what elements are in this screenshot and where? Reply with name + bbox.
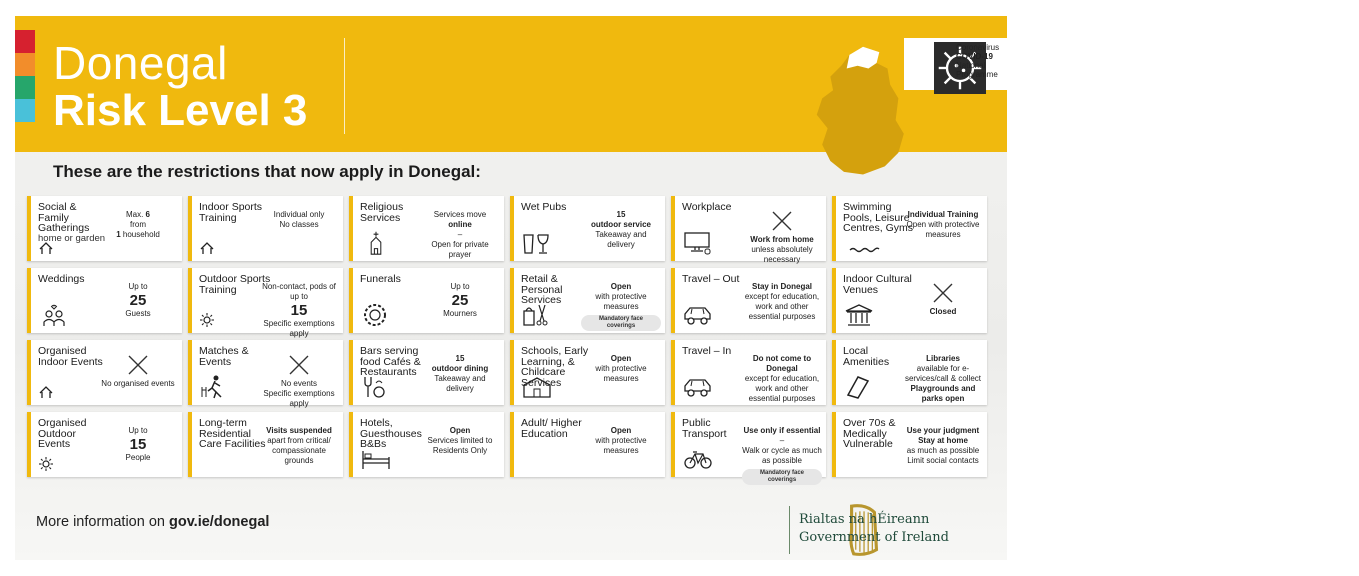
- info-line: 15: [455, 354, 465, 363]
- info-line: Use your judgment: [906, 426, 980, 435]
- card-info: [903, 354, 983, 404]
- info-line: Open: [610, 426, 632, 435]
- info-line: outdoor service: [590, 220, 651, 229]
- card-info: [581, 282, 661, 331]
- gov-divider: [789, 506, 790, 554]
- card-info: [581, 354, 661, 384]
- restriction-card: [671, 340, 826, 405]
- card-title: Bars serving food Cafés & Restaurants: [360, 345, 421, 378]
- card-title: Travel – In: [682, 345, 732, 357]
- cross-icon: [903, 282, 983, 307]
- info-line: 25: [129, 292, 147, 309]
- restriction-card: [349, 268, 504, 333]
- title-risk-level: Risk Level 3: [53, 86, 308, 135]
- info-line: Up to: [128, 426, 148, 435]
- info-line: Services limited to Residents Only: [427, 436, 493, 455]
- restriction-card: [349, 412, 504, 477]
- header-divider: [344, 38, 345, 134]
- info-line: Walk or cycle as much as possible: [742, 446, 822, 465]
- info-line: No organised events: [101, 379, 175, 388]
- info-line: Takeaway and delivery: [434, 374, 486, 393]
- header-band: [15, 16, 1007, 152]
- info-line: Services move: [433, 210, 487, 219]
- cross-icon: [259, 354, 339, 379]
- bed-icon: [361, 447, 391, 471]
- gov-name-english: Government of Ireland: [799, 530, 950, 545]
- info-line: outdoor dining: [431, 364, 489, 373]
- info-line: Takeaway and delivery: [595, 230, 647, 249]
- card-title: Long-term Residential Care Facilities: [199, 417, 266, 450]
- logo-text: Coronavirus COVID-19 National Programme: [956, 43, 1000, 79]
- info-line: with protective measures: [595, 364, 647, 383]
- restriction-card: [510, 268, 665, 333]
- card-title: Religious Services: [360, 201, 404, 224]
- card-info: [420, 282, 500, 319]
- info-line: –: [779, 436, 785, 445]
- info-line: as much as possible: [906, 446, 980, 455]
- card-info: [742, 354, 822, 404]
- restriction-card: [188, 268, 343, 338]
- info-line: Work from home: [750, 235, 814, 244]
- info-line: Limit social contacts: [907, 456, 979, 465]
- info-line: 15: [129, 436, 147, 453]
- book-icon: [844, 375, 874, 399]
- info-line: Use only if essential: [743, 426, 821, 435]
- card-title: Retail & Personal Services: [521, 273, 563, 306]
- school-icon: [522, 375, 552, 399]
- info-line: unless absolutely necessary: [751, 245, 813, 264]
- info-line: Up to: [128, 282, 148, 291]
- title-county: Donegal: [53, 37, 228, 89]
- card-info: [903, 210, 983, 240]
- info-line: Do not come to Donegal: [752, 354, 812, 373]
- card-info: [581, 426, 661, 456]
- info-line: Individual only: [273, 210, 325, 219]
- info-line: online: [448, 220, 472, 229]
- sun-icon: [39, 457, 53, 471]
- card-info: [742, 426, 822, 485]
- info-line: Guests: [125, 309, 151, 318]
- info-line: Individual Training: [907, 210, 979, 219]
- card-title: Local Amenities: [843, 345, 890, 368]
- museum-icon: [844, 303, 874, 327]
- card-subtitle: home or garden: [38, 233, 106, 244]
- card-title: Over 70s & Medically Vulnerable: [843, 417, 896, 450]
- restriction-card: [349, 340, 504, 405]
- card-info: [420, 210, 500, 260]
- info-line: People: [125, 453, 151, 462]
- couple-icon: [39, 303, 69, 327]
- restriction-card: [27, 196, 182, 261]
- player-icon: [200, 375, 230, 399]
- info-line: Open with protective measures: [906, 220, 980, 239]
- card-title: Organised Outdoor Events: [38, 417, 87, 450]
- cross-icon: [742, 210, 822, 235]
- restriction-card: [188, 196, 343, 261]
- card-info: [259, 210, 339, 230]
- more-information: More information on gov.ie/donegal: [36, 514, 270, 530]
- card-title: Indoor Sports Training: [199, 201, 263, 224]
- car-icon: [683, 375, 713, 399]
- info-line: –: [457, 230, 463, 239]
- info-line: Stay at home: [918, 436, 968, 445]
- indoor-icon: [39, 385, 53, 399]
- card-info: [98, 210, 178, 240]
- info-line: with protective measures: [595, 436, 647, 455]
- wreath-icon: [361, 303, 391, 327]
- info-line: 25: [451, 292, 469, 309]
- card-info: [98, 282, 178, 319]
- color-stripes: [15, 30, 35, 122]
- restriction-card: [510, 196, 665, 261]
- info-line: Visits suspended: [266, 426, 332, 435]
- card-info: [581, 210, 661, 250]
- restriction-card: [832, 268, 987, 333]
- card-title: Hotels, Guesthouses B&Bs: [360, 417, 422, 450]
- card-info: [98, 426, 178, 463]
- gov-link[interactable]: gov.ie/donegal: [168, 514, 270, 530]
- restriction-card: [510, 340, 665, 405]
- card-info: [742, 282, 822, 322]
- card-info: [98, 354, 178, 389]
- info-line: except for education, work and other essential purposes: [744, 292, 820, 321]
- restriction-card: [188, 340, 343, 408]
- info-line: Mourners: [443, 309, 477, 318]
- restriction-card: [832, 196, 987, 261]
- info-line: apart from critical/ compassionate grounds: [267, 436, 331, 465]
- face-covering-badge: Mandatory face coverings: [581, 315, 661, 331]
- card-info: [742, 210, 822, 265]
- bicycle-icon: [683, 447, 713, 471]
- drinks-icon: [522, 231, 552, 255]
- ireland-map-icon: [367, 44, 1359, 180]
- card-title: Travel – Out: [682, 273, 740, 285]
- info-line: Up to: [450, 282, 470, 291]
- info-line: Specific exemptions apply: [263, 319, 335, 338]
- info-line: Stay in Donegal: [751, 282, 812, 291]
- card-title: Schools, Early Learning, & Childcare Services: [521, 345, 589, 389]
- card-info: [259, 282, 339, 339]
- car-icon: [683, 303, 713, 327]
- cutlery-icon: [361, 375, 391, 399]
- info-line: 1 household: [116, 230, 160, 239]
- swimming-icon: [844, 241, 884, 255]
- card-title: Workplace: [682, 201, 732, 213]
- restriction-card: [832, 340, 987, 405]
- info-line: Max. 6: [125, 210, 150, 219]
- info-line: available for e-services/call & collect: [904, 364, 982, 383]
- card-title: Public Transport: [682, 417, 727, 440]
- restriction-card: [27, 268, 182, 333]
- cross-icon: [98, 354, 178, 379]
- card-info: [420, 426, 500, 456]
- shopping-icon: [522, 303, 552, 327]
- restriction-card: [671, 268, 826, 333]
- info-line: Open for private prayer: [431, 240, 489, 259]
- info-line: except for education, work and other essential purposes: [744, 374, 820, 403]
- restrictions-grid: [27, 196, 987, 483]
- card-title: Weddings: [38, 273, 85, 285]
- computer-icon: [683, 231, 713, 255]
- info-line: Open: [449, 426, 471, 435]
- card-info: [903, 282, 983, 317]
- info-line: Closed: [929, 307, 957, 316]
- restriction-card: [27, 340, 182, 405]
- card-title: Matches & Events: [199, 345, 249, 368]
- restriction-card: [27, 412, 182, 477]
- card-title: Social & Family Gatherings: [38, 201, 90, 234]
- restriction-card: [510, 412, 665, 477]
- government-logo: [743, 502, 983, 558]
- card-info: [259, 354, 339, 409]
- info-line: 15: [290, 302, 308, 319]
- restriction-card: [349, 196, 504, 261]
- house-icon: [39, 241, 53, 255]
- church-icon: [361, 231, 391, 255]
- card-title: Funerals: [360, 273, 401, 285]
- restriction-card: [671, 196, 826, 264]
- info-line: Libraries: [926, 354, 960, 363]
- info-line: Non-contact, pods of up to: [262, 282, 336, 301]
- info-line: No classes: [279, 220, 319, 229]
- indoor-icon: [200, 241, 214, 255]
- card-info: [903, 426, 983, 466]
- restriction-card: [671, 412, 826, 483]
- card-title: Indoor Cultural Venues: [843, 273, 912, 296]
- covid-programme-logo: [904, 38, 1008, 90]
- sun-icon: [200, 313, 214, 327]
- card-title: Adult/ Higher Education: [521, 417, 582, 440]
- info-line: Playgrounds and parks open: [910, 384, 976, 403]
- face-covering-badge: Mandatory face coverings: [742, 469, 822, 485]
- info-line: with protective measures: [595, 292, 647, 311]
- gov-name-irish: Rialtas na hÉireann: [799, 512, 930, 527]
- card-info: [420, 354, 500, 394]
- card-info: [259, 426, 339, 466]
- info-line: Open: [610, 282, 632, 291]
- restriction-card: [832, 412, 987, 477]
- card-title: Outdoor Sports Training: [199, 273, 271, 296]
- card-title: Organised Indoor Events: [38, 345, 103, 368]
- info-line: from: [130, 220, 146, 229]
- page: [15, 16, 1007, 560]
- card-title: Swimming Pools, Leisure Centres, Gyms: [843, 201, 914, 234]
- info-line: Specific exemptions apply: [263, 389, 335, 408]
- info-line: No events: [280, 379, 318, 388]
- subtitle: These are the restrictions that now apply in Donegal:: [53, 162, 481, 181]
- card-title: Wet Pubs: [521, 201, 567, 213]
- restriction-card: [188, 412, 343, 477]
- info-line: Open: [610, 354, 632, 363]
- info-line: 15: [616, 210, 626, 219]
